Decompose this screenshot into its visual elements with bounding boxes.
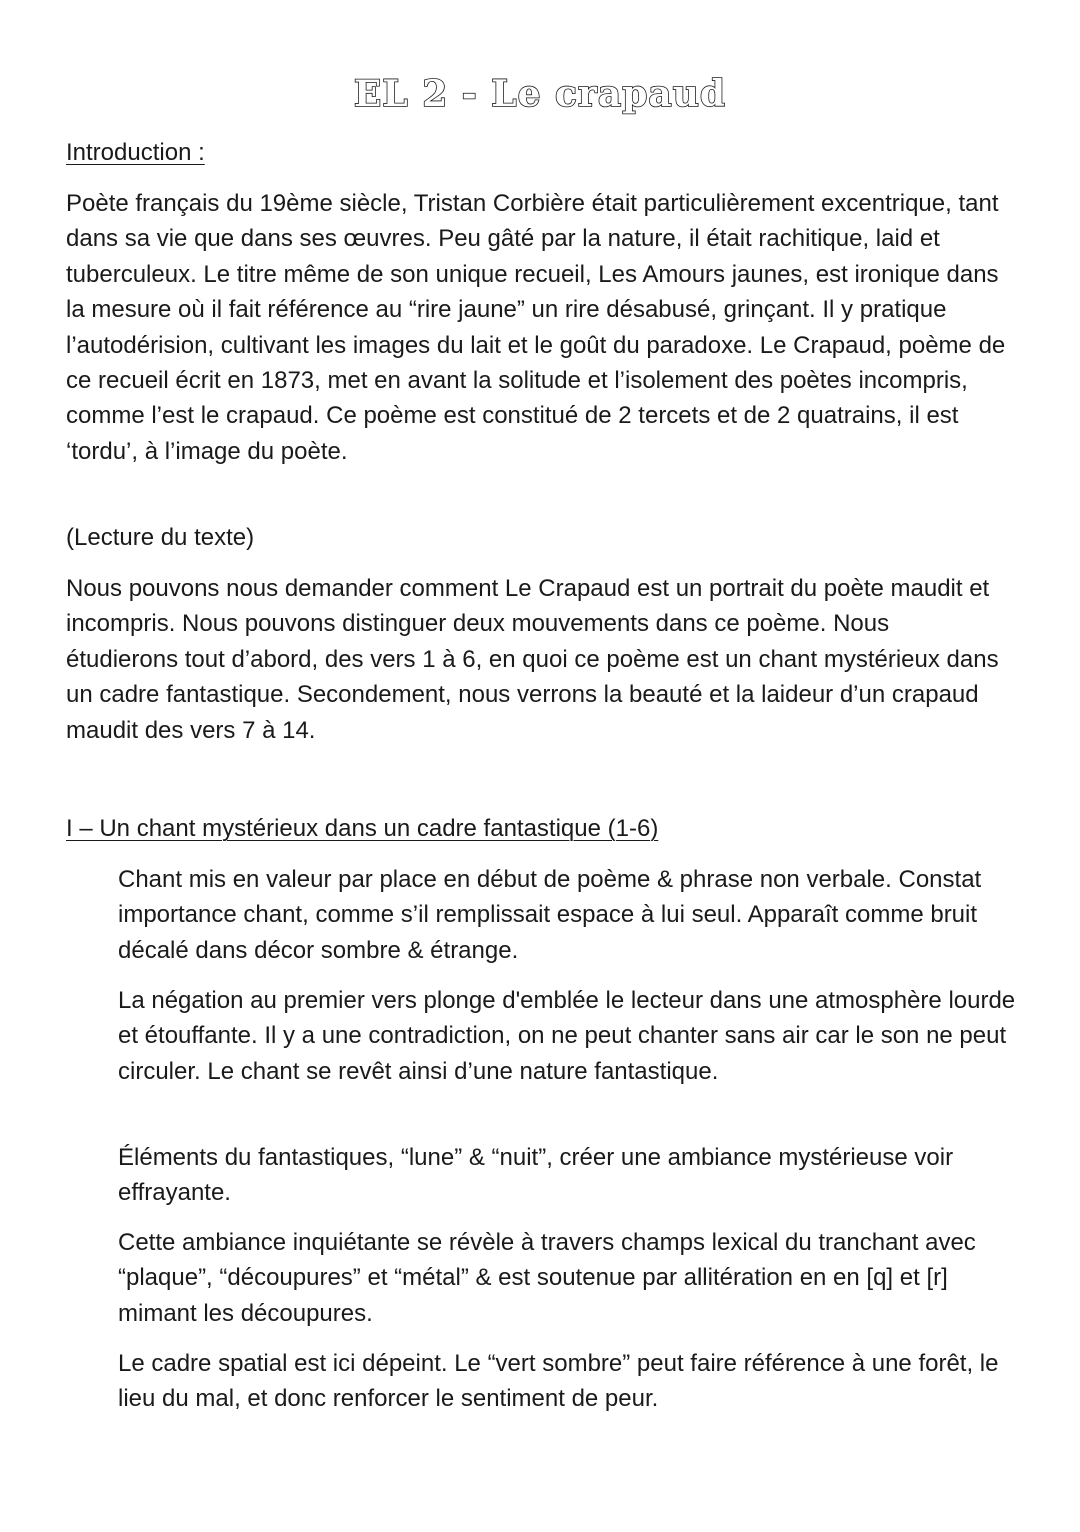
introduction-heading: Introduction :	[66, 139, 205, 166]
part1-paragraph: La négation au premier vers plonge d'emblée le lecteur dans une atmosphère lourde et étouffante. Il y a une contradiction, on ne peut chanter sans air car le son ne peut circuler. Le chant se revêt ainsi d’une nature fantastique.	[118, 987, 1016, 1085]
document-title: EL 2 - Le crapaud	[353, 73, 727, 115]
part1-paragraph: Éléments du fantastiques, “lune” & “nuit”, créer une ambiance mystérieuse voir effrayante.	[118, 1144, 954, 1207]
introduction-paragraph: Poète français du 19ème siècle, Tristan Corbière était particulièrement excentrique, tant dans sa vie que dans ses œuvres. Peu gâté par la nature, il était rachitique, laid et tuberculeux. Le titre même de son unique recueil, Les Amours jaunes, est ironique dans la mesure où il fait référence au “rire jaune” un rire désabusé, grinçant. Il y pratique l’autodérision, cultivant les images du lait et le goût du paradoxe. Le Crapaud, poème de ce recueil écrit en 1873, met en avant la solitude et l’isolement des poètes incompris, comme l’est le crapaud. Ce poème est constitué de 2 tercets et de 2 quatrains, il est ‘tordu’, à l’image du poète.	[66, 190, 1006, 465]
part1-paragraph: Chant mis en valeur par place en début de poème & phrase non verbale. Constat importance chant, comme s’il remplissait espace à lui seul. Apparaît comme bruit décalé dans décor sombre & étrange.	[118, 866, 982, 964]
part1-paragraph: Cette ambiance inquiétante se révèle à travers champs lexical du tranchant avec “plaque”, “découpures” et “métal” & est soutenue par allitération en en [q] et [r] mimant les découpures.	[118, 1229, 976, 1327]
reading-note: (Lecture du texte)	[66, 524, 255, 551]
problematic-paragraph: Nous pouvons nous demander comment Le Crapaud est un portrait du poète maudit et incompris. Nous pouvons distinguer deux mouvements dans ce poème. Nous étudierons tout d’abord, des vers 1 à 6, en quoi ce poème est un chant mystérieux dans un cadre fantastique. Secondement, nous verrons la beauté et la laideur d’un crapaud maudit des vers 7 à 14.	[66, 575, 999, 744]
part1-heading: I – Un chant mystérieux dans un cadre fantastique (1-6)	[66, 815, 659, 842]
part1-paragraph: Le cadre spatial est ici dépeint. Le “vert sombre” peut faire référence à une forêt, le lieu du mal, et donc renforcer le sentiment de peur.	[118, 1350, 999, 1413]
